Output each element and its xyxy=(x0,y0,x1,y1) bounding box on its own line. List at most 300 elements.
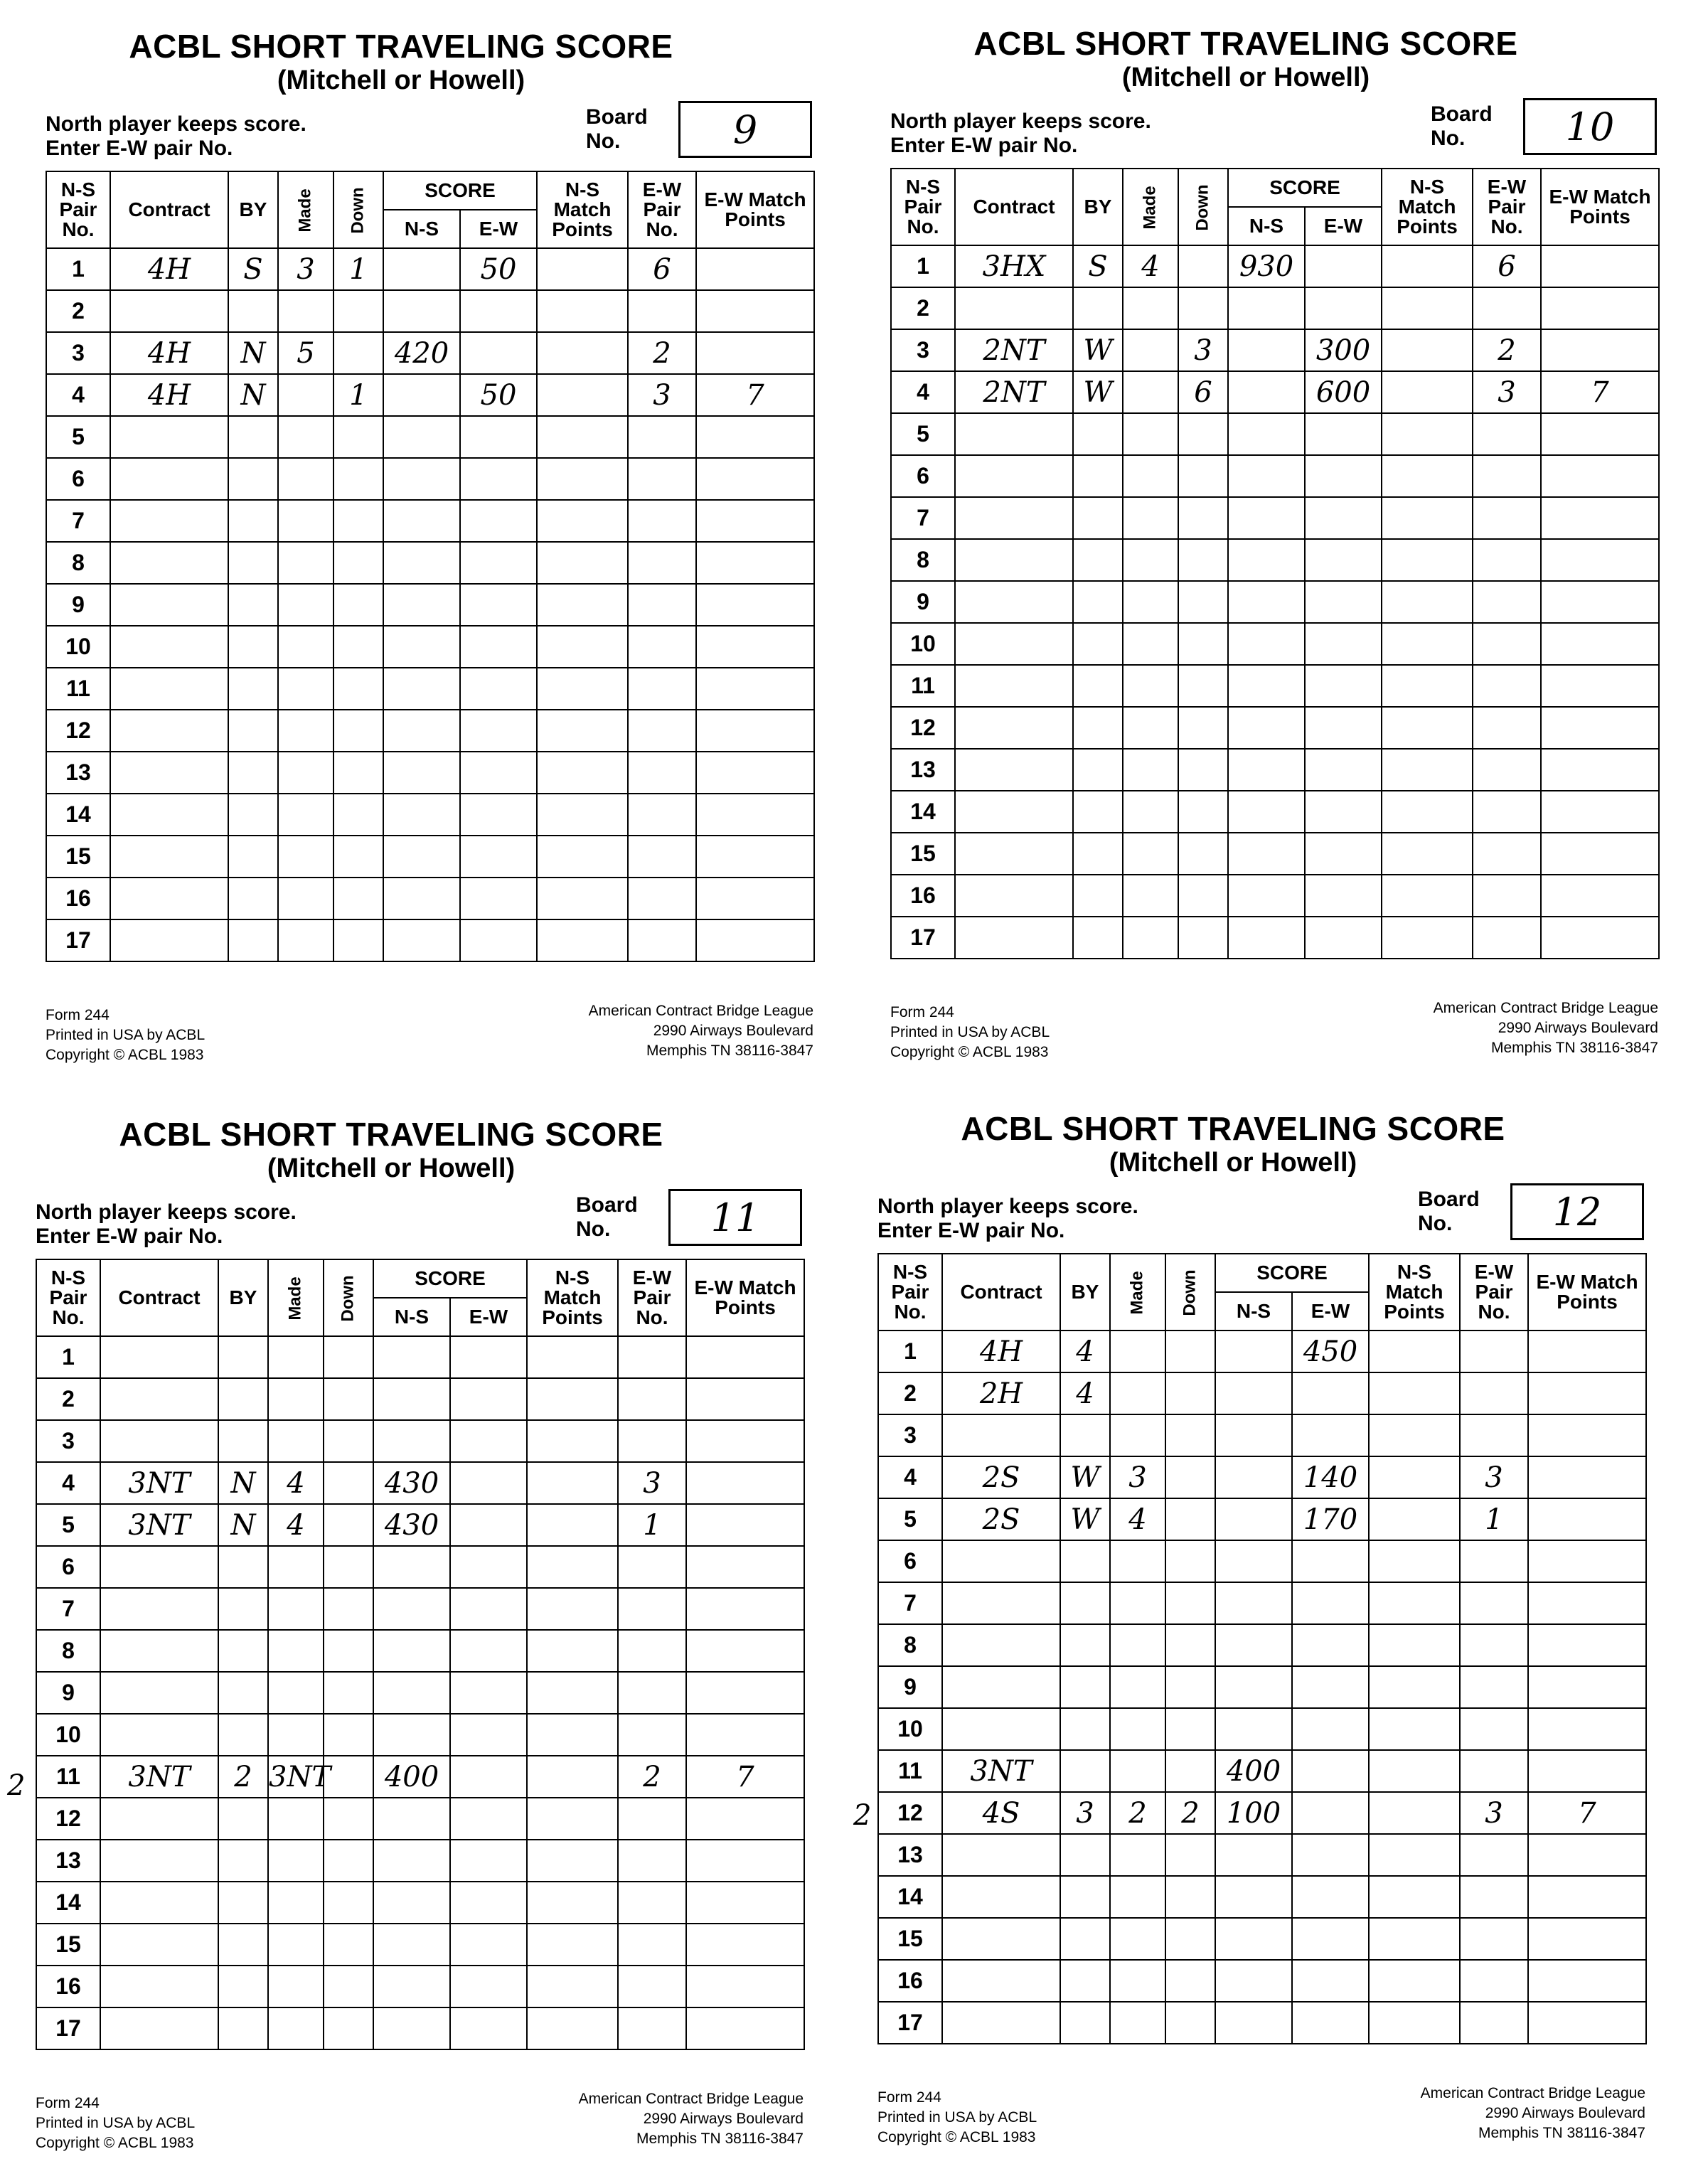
ns-match-points-cell[interactable] xyxy=(537,919,628,961)
ew-match-points-cell[interactable] xyxy=(1541,413,1659,455)
by-cell[interactable]: 4 xyxy=(1060,1331,1110,1372)
contract-cell[interactable] xyxy=(955,749,1073,791)
by-cell[interactable]: W xyxy=(1060,1456,1110,1498)
made-cell[interactable] xyxy=(278,458,333,500)
down-cell[interactable] xyxy=(1165,2002,1215,2044)
down-cell[interactable] xyxy=(1165,1498,1215,1540)
by-cell[interactable] xyxy=(1060,1666,1110,1708)
made-cell[interactable] xyxy=(278,542,333,584)
ew-match-points-cell[interactable] xyxy=(1528,1960,1646,2002)
ew-pair-cell[interactable] xyxy=(1460,1750,1528,1792)
contract-cell[interactable]: 4H xyxy=(110,248,228,290)
contract-cell[interactable]: 3NT xyxy=(942,1750,1060,1792)
by-cell[interactable] xyxy=(228,919,278,961)
by-cell[interactable]: 2 xyxy=(218,1756,268,1798)
made-cell[interactable] xyxy=(268,1966,324,2007)
ew-match-points-cell[interactable] xyxy=(1528,1834,1646,1876)
by-cell[interactable] xyxy=(228,794,278,836)
ew-match-points-cell[interactable] xyxy=(686,1336,804,1378)
ew-match-points-cell[interactable] xyxy=(696,794,814,836)
ew-match-points-cell[interactable] xyxy=(686,1798,804,1840)
score-ew-cell[interactable] xyxy=(450,1840,527,1882)
ew-pair-cell[interactable]: 3 xyxy=(1460,1792,1528,1834)
made-cell[interactable] xyxy=(1110,1582,1165,1624)
score-ns-cell[interactable] xyxy=(1228,539,1305,581)
ns-match-points-cell[interactable] xyxy=(537,332,628,374)
score-ns-cell[interactable]: 430 xyxy=(373,1504,450,1546)
down-cell[interactable] xyxy=(1165,1414,1215,1456)
score-ns-cell[interactable] xyxy=(1228,623,1305,665)
score-ns-cell[interactable] xyxy=(1228,665,1305,707)
made-cell[interactable] xyxy=(278,584,333,626)
made-cell[interactable] xyxy=(268,1546,324,1588)
ew-match-points-cell[interactable] xyxy=(696,332,814,374)
contract-cell[interactable] xyxy=(100,1336,218,1378)
ns-match-points-cell[interactable] xyxy=(537,248,628,290)
score-ew-cell[interactable]: 50 xyxy=(460,248,537,290)
by-cell[interactable] xyxy=(228,458,278,500)
score-ew-cell[interactable] xyxy=(1305,413,1382,455)
ew-match-points-cell[interactable]: 7 xyxy=(1528,1792,1646,1834)
down-cell[interactable] xyxy=(324,2007,373,2049)
by-cell[interactable]: S xyxy=(228,248,278,290)
made-cell[interactable] xyxy=(268,1840,324,1882)
ns-match-points-cell[interactable] xyxy=(1369,1666,1460,1708)
ns-match-points-cell[interactable] xyxy=(537,668,628,710)
down-cell[interactable] xyxy=(1165,1918,1215,1960)
made-cell[interactable]: 4 xyxy=(268,1462,324,1504)
down-cell[interactable] xyxy=(1178,623,1228,665)
down-cell[interactable] xyxy=(333,290,383,332)
ew-pair-cell[interactable] xyxy=(1473,791,1541,833)
made-cell[interactable] xyxy=(1123,749,1178,791)
ns-match-points-cell[interactable] xyxy=(1369,1834,1460,1876)
ew-pair-cell[interactable] xyxy=(618,1588,686,1630)
score-ew-cell[interactable] xyxy=(460,626,537,668)
ns-match-points-cell[interactable] xyxy=(527,1630,618,1672)
score-ew-cell[interactable] xyxy=(450,1588,527,1630)
down-cell[interactable]: 3 xyxy=(1178,329,1228,371)
score-ew-cell[interactable] xyxy=(450,1504,527,1546)
down-cell[interactable] xyxy=(1178,539,1228,581)
score-ew-cell[interactable] xyxy=(460,836,537,878)
score-ew-cell[interactable] xyxy=(1292,1414,1369,1456)
down-cell[interactable] xyxy=(1165,1372,1215,1414)
contract-cell[interactable] xyxy=(942,1834,1060,1876)
score-ew-cell[interactable] xyxy=(1292,2002,1369,2044)
ew-match-points-cell[interactable] xyxy=(1528,1750,1646,1792)
score-ew-cell[interactable]: 600 xyxy=(1305,371,1382,413)
score-ew-cell[interactable] xyxy=(1305,497,1382,539)
down-cell[interactable] xyxy=(1178,707,1228,749)
by-cell[interactable] xyxy=(228,542,278,584)
ew-match-points-cell[interactable] xyxy=(686,1630,804,1672)
score-ns-cell[interactable] xyxy=(373,2007,450,2049)
score-ns-cell[interactable] xyxy=(1215,1834,1292,1876)
score-ns-cell[interactable] xyxy=(383,458,460,500)
score-ns-cell[interactable] xyxy=(383,416,460,458)
ns-match-points-cell[interactable] xyxy=(1369,1918,1460,1960)
contract-cell[interactable]: 4S xyxy=(942,1792,1060,1834)
ew-match-points-cell[interactable] xyxy=(1528,1331,1646,1372)
down-cell[interactable] xyxy=(1165,1708,1215,1750)
down-cell[interactable] xyxy=(324,1966,373,2007)
made-cell[interactable] xyxy=(1123,833,1178,875)
down-cell[interactable] xyxy=(1178,497,1228,539)
ns-match-points-cell[interactable] xyxy=(527,1840,618,1882)
down-cell[interactable] xyxy=(333,500,383,542)
ew-match-points-cell[interactable] xyxy=(696,416,814,458)
score-ns-cell[interactable]: 400 xyxy=(373,1756,450,1798)
score-ew-cell[interactable] xyxy=(460,542,537,584)
ns-match-points-cell[interactable] xyxy=(1369,1372,1460,1414)
score-ew-cell[interactable] xyxy=(1305,665,1382,707)
score-ew-cell[interactable]: 140 xyxy=(1292,1456,1369,1498)
score-ew-cell[interactable] xyxy=(450,1798,527,1840)
ew-match-points-cell[interactable] xyxy=(696,248,814,290)
contract-cell[interactable] xyxy=(110,626,228,668)
made-cell[interactable] xyxy=(1123,413,1178,455)
by-cell[interactable] xyxy=(1060,1750,1110,1792)
by-cell[interactable] xyxy=(228,290,278,332)
down-cell[interactable] xyxy=(333,416,383,458)
ns-match-points-cell[interactable] xyxy=(527,1504,618,1546)
score-ew-cell[interactable] xyxy=(1305,833,1382,875)
ew-match-points-cell[interactable] xyxy=(696,626,814,668)
made-cell[interactable] xyxy=(278,710,333,752)
contract-cell[interactable] xyxy=(110,584,228,626)
score-ew-cell[interactable] xyxy=(460,794,537,836)
score-ns-cell[interactable] xyxy=(383,878,460,919)
by-cell[interactable]: N xyxy=(218,1462,268,1504)
ew-pair-cell[interactable] xyxy=(628,500,696,542)
down-cell[interactable] xyxy=(333,794,383,836)
made-cell[interactable] xyxy=(1110,1876,1165,1918)
by-cell[interactable] xyxy=(218,2007,268,2049)
ew-pair-cell[interactable] xyxy=(1473,707,1541,749)
ew-pair-cell[interactable] xyxy=(1460,1918,1528,1960)
made-cell[interactable] xyxy=(268,1714,324,1756)
ew-pair-cell[interactable] xyxy=(618,2007,686,2049)
down-cell[interactable] xyxy=(1178,413,1228,455)
by-cell[interactable]: W xyxy=(1073,329,1123,371)
ew-match-points-cell[interactable] xyxy=(696,500,814,542)
ew-pair-cell[interactable] xyxy=(618,1630,686,1672)
score-ew-cell[interactable] xyxy=(1305,455,1382,497)
score-ew-cell[interactable] xyxy=(450,1966,527,2007)
ew-pair-cell[interactable] xyxy=(1473,665,1541,707)
board-number-field[interactable]: 9 xyxy=(678,101,812,158)
ns-match-points-cell[interactable] xyxy=(1369,1498,1460,1540)
ew-pair-cell[interactable] xyxy=(628,584,696,626)
ns-match-points-cell[interactable] xyxy=(1369,1708,1460,1750)
ns-match-points-cell[interactable] xyxy=(527,1924,618,1966)
ew-pair-cell[interactable] xyxy=(628,752,696,794)
contract-cell[interactable] xyxy=(110,878,228,919)
by-cell[interactable] xyxy=(1073,287,1123,329)
made-cell[interactable] xyxy=(278,878,333,919)
down-cell[interactable] xyxy=(324,1546,373,1588)
score-ew-cell[interactable] xyxy=(460,668,537,710)
ew-match-points-cell[interactable] xyxy=(686,1588,804,1630)
ew-pair-cell[interactable] xyxy=(628,668,696,710)
ns-match-points-cell[interactable] xyxy=(1369,1960,1460,2002)
ns-match-points-cell[interactable] xyxy=(527,1756,618,1798)
score-ns-cell[interactable] xyxy=(383,584,460,626)
by-cell[interactable] xyxy=(1073,539,1123,581)
ew-match-points-cell[interactable] xyxy=(1528,2002,1646,2044)
ew-match-points-cell[interactable] xyxy=(696,919,814,961)
ew-pair-cell[interactable] xyxy=(628,290,696,332)
ns-match-points-cell[interactable] xyxy=(1382,245,1473,287)
contract-cell[interactable] xyxy=(942,1960,1060,2002)
ns-match-points-cell[interactable] xyxy=(1369,1540,1460,1582)
ns-match-points-cell[interactable] xyxy=(527,1798,618,1840)
by-cell[interactable] xyxy=(228,668,278,710)
ew-pair-cell[interactable] xyxy=(1473,581,1541,623)
ew-match-points-cell[interactable] xyxy=(696,584,814,626)
by-cell[interactable]: W xyxy=(1073,371,1123,413)
score-ew-cell[interactable]: 300 xyxy=(1305,329,1382,371)
ns-match-points-cell[interactable] xyxy=(527,1378,618,1420)
ew-pair-cell[interactable] xyxy=(618,1336,686,1378)
down-cell[interactable] xyxy=(1165,1540,1215,1582)
ew-match-points-cell[interactable] xyxy=(696,668,814,710)
by-cell[interactable] xyxy=(1073,875,1123,917)
contract-cell[interactable]: 2H xyxy=(942,1372,1060,1414)
score-ew-cell[interactable] xyxy=(450,1882,527,1924)
ew-match-points-cell[interactable] xyxy=(696,752,814,794)
score-ns-cell[interactable] xyxy=(1215,1331,1292,1372)
made-cell[interactable] xyxy=(1110,1708,1165,1750)
ns-match-points-cell[interactable] xyxy=(537,584,628,626)
made-cell[interactable] xyxy=(1123,623,1178,665)
made-cell[interactable] xyxy=(268,1588,324,1630)
made-cell[interactable] xyxy=(1123,665,1178,707)
ew-pair-cell[interactable] xyxy=(628,794,696,836)
made-cell[interactable] xyxy=(278,500,333,542)
ew-match-points-cell[interactable] xyxy=(1528,1372,1646,1414)
contract-cell[interactable] xyxy=(955,287,1073,329)
contract-cell[interactable]: 3NT xyxy=(100,1756,218,1798)
score-ew-cell[interactable] xyxy=(1292,1540,1369,1582)
down-cell[interactable] xyxy=(324,1588,373,1630)
score-ew-cell[interactable] xyxy=(450,1924,527,1966)
score-ns-cell[interactable] xyxy=(1228,413,1305,455)
ew-match-points-cell[interactable] xyxy=(696,710,814,752)
ew-match-points-cell[interactable] xyxy=(686,1966,804,2007)
ew-match-points-cell[interactable] xyxy=(686,1420,804,1462)
score-ew-cell[interactable] xyxy=(450,1378,527,1420)
score-ns-cell[interactable] xyxy=(1228,917,1305,959)
score-ns-cell[interactable] xyxy=(383,836,460,878)
ew-pair-cell[interactable] xyxy=(618,1714,686,1756)
down-cell[interactable] xyxy=(333,542,383,584)
ew-pair-cell[interactable] xyxy=(618,1546,686,1588)
contract-cell[interactable]: 4H xyxy=(110,374,228,416)
score-ew-cell[interactable] xyxy=(1292,1708,1369,1750)
by-cell[interactable] xyxy=(1073,917,1123,959)
by-cell[interactable]: W xyxy=(1060,1498,1110,1540)
ew-pair-cell[interactable] xyxy=(628,919,696,961)
ew-match-points-cell[interactable] xyxy=(1541,791,1659,833)
ew-pair-cell[interactable] xyxy=(618,1420,686,1462)
ew-match-points-cell[interactable]: 7 xyxy=(696,374,814,416)
score-ns-cell[interactable] xyxy=(1228,707,1305,749)
made-cell[interactable] xyxy=(268,1336,324,1378)
score-ew-cell[interactable] xyxy=(460,919,537,961)
made-cell[interactable] xyxy=(1110,1960,1165,2002)
down-cell[interactable] xyxy=(1178,791,1228,833)
made-cell[interactable] xyxy=(278,919,333,961)
ew-match-points-cell[interactable] xyxy=(1541,749,1659,791)
contract-cell[interactable] xyxy=(942,1708,1060,1750)
ew-match-points-cell[interactable] xyxy=(1541,287,1659,329)
score-ns-cell[interactable] xyxy=(1215,1624,1292,1666)
contract-cell[interactable] xyxy=(110,794,228,836)
score-ns-cell[interactable]: 430 xyxy=(373,1462,450,1504)
score-ns-cell[interactable] xyxy=(1215,1918,1292,1960)
score-ns-cell[interactable] xyxy=(383,290,460,332)
ns-match-points-cell[interactable] xyxy=(1382,455,1473,497)
ew-match-points-cell[interactable] xyxy=(1541,623,1659,665)
ew-match-points-cell[interactable] xyxy=(1541,329,1659,371)
score-ew-cell[interactable] xyxy=(1292,1750,1369,1792)
score-ns-cell[interactable] xyxy=(1228,287,1305,329)
contract-cell[interactable]: 3NT xyxy=(100,1462,218,1504)
made-cell[interactable] xyxy=(1110,1414,1165,1456)
by-cell[interactable] xyxy=(218,1840,268,1882)
score-ew-cell[interactable] xyxy=(460,290,537,332)
down-cell[interactable] xyxy=(333,836,383,878)
ew-pair-cell[interactable]: 6 xyxy=(628,248,696,290)
by-cell[interactable] xyxy=(228,878,278,919)
ew-match-points-cell[interactable] xyxy=(696,542,814,584)
board-number-field[interactable]: 11 xyxy=(668,1189,802,1246)
ew-match-points-cell[interactable] xyxy=(1541,707,1659,749)
down-cell[interactable] xyxy=(1165,1876,1215,1918)
ew-match-points-cell[interactable] xyxy=(1528,1414,1646,1456)
down-cell[interactable] xyxy=(1178,455,1228,497)
by-cell[interactable] xyxy=(218,1882,268,1924)
contract-cell[interactable] xyxy=(110,752,228,794)
contract-cell[interactable] xyxy=(110,542,228,584)
score-ew-cell[interactable] xyxy=(460,752,537,794)
score-ew-cell[interactable]: 450 xyxy=(1292,1331,1369,1372)
ns-match-points-cell[interactable] xyxy=(537,626,628,668)
contract-cell[interactable] xyxy=(942,2002,1060,2044)
score-ns-cell[interactable]: 400 xyxy=(1215,1750,1292,1792)
ns-match-points-cell[interactable] xyxy=(1369,1876,1460,1918)
ns-match-points-cell[interactable] xyxy=(1382,791,1473,833)
ns-match-points-cell[interactable] xyxy=(537,710,628,752)
ns-match-points-cell[interactable] xyxy=(527,1714,618,1756)
ew-match-points-cell[interactable] xyxy=(686,1924,804,1966)
ew-pair-cell[interactable] xyxy=(1460,1414,1528,1456)
by-cell[interactable] xyxy=(228,752,278,794)
contract-cell[interactable] xyxy=(955,413,1073,455)
ns-match-points-cell[interactable] xyxy=(527,2007,618,2049)
down-cell[interactable] xyxy=(1178,917,1228,959)
contract-cell[interactable] xyxy=(100,1966,218,2007)
ns-match-points-cell[interactable] xyxy=(1369,1456,1460,1498)
contract-cell[interactable] xyxy=(100,2007,218,2049)
down-cell[interactable] xyxy=(324,1882,373,1924)
contract-cell[interactable] xyxy=(100,1546,218,1588)
score-ns-cell[interactable] xyxy=(1228,875,1305,917)
by-cell[interactable] xyxy=(1060,1876,1110,1918)
score-ns-cell[interactable]: 100 xyxy=(1215,1792,1292,1834)
made-cell[interactable] xyxy=(1123,875,1178,917)
score-ew-cell[interactable] xyxy=(1305,791,1382,833)
down-cell[interactable]: 1 xyxy=(333,248,383,290)
ew-pair-cell[interactable]: 1 xyxy=(1460,1498,1528,1540)
by-cell[interactable] xyxy=(218,1966,268,2007)
ns-match-points-cell[interactable] xyxy=(527,1672,618,1714)
score-ew-cell[interactable] xyxy=(1305,581,1382,623)
ew-pair-cell[interactable]: 2 xyxy=(1473,329,1541,371)
score-ns-cell[interactable] xyxy=(1228,371,1305,413)
ns-match-points-cell[interactable] xyxy=(1369,2002,1460,2044)
ew-match-points-cell[interactable] xyxy=(686,1378,804,1420)
ns-match-points-cell[interactable] xyxy=(1369,1624,1460,1666)
contract-cell[interactable]: 2S xyxy=(942,1498,1060,1540)
ns-match-points-cell[interactable] xyxy=(1382,371,1473,413)
contract-cell[interactable] xyxy=(110,458,228,500)
down-cell[interactable] xyxy=(1178,665,1228,707)
score-ns-cell[interactable] xyxy=(373,1672,450,1714)
score-ew-cell[interactable] xyxy=(450,1462,527,1504)
contract-cell[interactable] xyxy=(110,290,228,332)
ew-pair-cell[interactable] xyxy=(1460,1540,1528,1582)
contract-cell[interactable] xyxy=(100,1420,218,1462)
ns-match-points-cell[interactable] xyxy=(1382,875,1473,917)
by-cell[interactable] xyxy=(1060,1414,1110,1456)
score-ew-cell[interactable] xyxy=(450,1630,527,1672)
ew-pair-cell[interactable]: 2 xyxy=(628,332,696,374)
score-ew-cell[interactable] xyxy=(460,332,537,374)
ew-pair-cell[interactable] xyxy=(618,1672,686,1714)
ew-pair-cell[interactable] xyxy=(1473,455,1541,497)
score-ns-cell[interactable] xyxy=(383,248,460,290)
ns-match-points-cell[interactable] xyxy=(527,1420,618,1462)
ew-match-points-cell[interactable] xyxy=(1541,539,1659,581)
ew-match-points-cell[interactable] xyxy=(1528,1624,1646,1666)
ns-match-points-cell[interactable] xyxy=(1382,497,1473,539)
ns-match-points-cell[interactable] xyxy=(1382,413,1473,455)
ns-match-points-cell[interactable] xyxy=(1382,749,1473,791)
ew-match-points-cell[interactable] xyxy=(1541,875,1659,917)
ns-match-points-cell[interactable] xyxy=(537,542,628,584)
ew-pair-cell[interactable] xyxy=(1473,497,1541,539)
ew-pair-cell[interactable] xyxy=(1460,1960,1528,2002)
down-cell[interactable] xyxy=(1178,287,1228,329)
score-ew-cell[interactable] xyxy=(450,1546,527,1588)
made-cell[interactable] xyxy=(1123,707,1178,749)
by-cell[interactable]: 4 xyxy=(1060,1372,1110,1414)
contract-cell[interactable] xyxy=(110,919,228,961)
down-cell[interactable] xyxy=(333,919,383,961)
ew-match-points-cell[interactable] xyxy=(1528,1498,1646,1540)
score-ns-cell[interactable] xyxy=(373,1336,450,1378)
made-cell[interactable] xyxy=(1123,287,1178,329)
board-number-field[interactable]: 12 xyxy=(1510,1183,1644,1240)
made-cell[interactable] xyxy=(268,1420,324,1462)
ew-match-points-cell[interactable] xyxy=(1528,1582,1646,1624)
down-cell[interactable] xyxy=(324,1756,373,1798)
score-ew-cell[interactable] xyxy=(1305,749,1382,791)
made-cell[interactable] xyxy=(278,416,333,458)
